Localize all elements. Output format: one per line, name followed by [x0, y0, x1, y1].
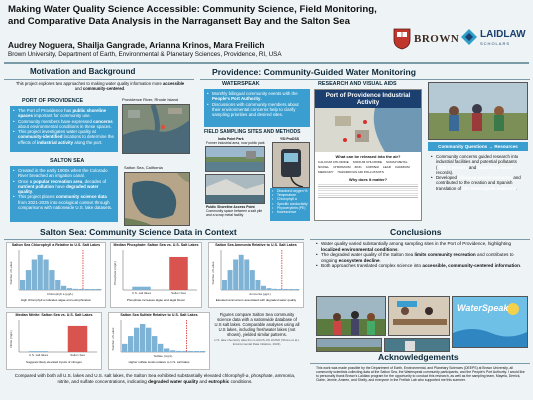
shoreline-access-photo — [205, 174, 265, 204]
chemical-label: ZINC — [354, 165, 362, 169]
conclusion-3: • Both approaches translated complex science into accessible, community-centered information. — [316, 263, 528, 269]
conclusions-list — [316, 241, 528, 269]
chart-histogram-bar — [79, 289, 84, 290]
motivation-rule — [4, 79, 194, 80]
motivation-heading: Motivation and Background — [30, 67, 136, 76]
chart-panel — [6, 242, 106, 308]
port-bullets — [10, 106, 118, 152]
chart-histogram-bar — [188, 351, 193, 352]
ysi-param: • Temperature — [272, 193, 308, 197]
chart-histogram-bar — [55, 280, 60, 290]
chemical-label: NICKEL — [318, 165, 330, 169]
site1-caption: Former industrial area, now public park — [206, 141, 265, 145]
chart-histogram-bar — [261, 286, 266, 290]
ysi-param: • Chlorophyll a — [272, 197, 308, 201]
chart-histogram-bar — [233, 260, 238, 290]
chart-histogram-bar — [32, 260, 37, 290]
laidlaw-logo — [460, 26, 530, 52]
chart-histogram-bar — [61, 286, 66, 290]
site2-caption: Community space between a salt pile and a scrap metal facility — [206, 209, 263, 217]
conclusions-heading: Conclusions — [390, 227, 442, 237]
chart-histogram-bar — [122, 344, 127, 352]
chart-histogram-bar — [26, 270, 31, 290]
salton-data-heading: Salton Sea: Community Science Data in Context — [40, 227, 237, 237]
chart-panel — [6, 312, 102, 370]
chart-bar — [68, 326, 88, 352]
chart-histogram-bar — [96, 289, 101, 290]
chart-bar — [132, 287, 151, 290]
port-heading: PORT OF PROVIDENCE — [22, 98, 84, 104]
port-bullet-1: • The Port of Providence has public shoreline spaces important for community use. — [13, 108, 115, 119]
chart-ylabel: Number of Lakes — [111, 327, 115, 351]
salton-bullets — [10, 166, 118, 222]
providence-river-map — [122, 104, 190, 154]
chart-panel — [108, 312, 210, 370]
salton-heading-sub: SALTON SEA — [50, 158, 85, 164]
chart-caption: Higher sulfate levels relative to U.S. salt lakes — [128, 360, 190, 364]
chart-title: Salton Sea Chlorophyll a Relative to U.S. Salt Lakes — [11, 243, 101, 247]
chart-title: Salton Sea Ammonia Relative to U.S. Salt Lakes — [215, 243, 297, 247]
chart-histogram-bar — [294, 289, 299, 290]
laidlaw-wordmark: LAIDLAW — [480, 29, 526, 40]
research-why-text — [318, 184, 418, 198]
salton-sea-map — [124, 172, 190, 226]
salton-caption: Salton Sea, California — [124, 165, 163, 170]
chart-histogram-bar — [90, 289, 95, 290]
research-why: Why does it matter? — [348, 177, 388, 182]
chart-category-label: Salton Sea — [70, 353, 85, 357]
chart-histogram-bar — [158, 344, 163, 352]
water-sampling-photo — [384, 338, 450, 352]
chart-bar — [169, 257, 188, 290]
chart-ylabel: Number of Lakes — [9, 261, 13, 285]
chart-histogram-bar — [20, 280, 25, 290]
chart-histogram-bar — [250, 270, 255, 290]
chart-xlabel: Ammonia (μg/L) — [249, 292, 271, 296]
research-infographic — [314, 89, 422, 221]
chart-histogram-bar — [283, 289, 288, 290]
chart-histogram-bar — [239, 255, 244, 290]
chemical-label: COPPER — [365, 165, 379, 169]
ysi-param: • Phycoerythrin (PE) — [272, 206, 308, 210]
chart-ylabel: Phosphate (mg/L) — [113, 261, 117, 285]
event-table-photo — [388, 296, 450, 336]
chart-xlabel: Chlorophyll a (μg/L) — [46, 292, 74, 296]
chart-caption: Suggests likely elevated inputs of nitrogen — [25, 360, 83, 364]
chart-histogram-bar — [176, 351, 181, 352]
waterspeak-bullet-1: • Monthly bilingual community events with the People's Port Authority. — [207, 91, 307, 102]
salton-bullet-3: • This project places community science data from 2021-2025 into ecological context through comparisons with nationwide U.S. lake datasets. — [13, 194, 115, 210]
sampling-team-photo — [316, 296, 386, 336]
salton-note-citation: U.S. lake chemistry data from LAGOS-US LIMNO (Shuvo et al.). Environmental Data Initiative, 2024). — [214, 338, 300, 346]
providence-heading: Providence: Community-Guided Water Monitoring — [212, 67, 417, 77]
salton-data-rule — [4, 239, 304, 240]
salton-note: Figures compare Salton Sea community science data with a nationwide database of U.S salt lakes. Comparable analyses using all U.S lakes, including freshwater lakes (not shown), yielded similar patterns. U.S. lake chemistry data from LAGOS-US LIMNO (Shuvo et al.). Environmental Data Initiative, 2024). — [214, 312, 300, 346]
field-heading: FIELD SAMPLING SITES AND METHODS — [204, 129, 301, 135]
poster-title: Making Water Quality Science Accessible: Community Science, Field Monitoring, and Comparative Data Analysis in the Narragansett Bay and the Salton Sea — [8, 4, 377, 27]
chart-plot — [113, 248, 201, 298]
chart-histogram-bar — [152, 336, 157, 352]
salton-bullet-2: • Once a popular recreation area, decades of nutrient pollution have degraded water quality. — [13, 179, 115, 195]
research-question: What can be released into the air? — [335, 154, 401, 159]
site1-name: India Point Park — [218, 137, 244, 141]
affiliation: Brown University, Department of Earth, Environmental & Planetary Sciences, Providence, RI, USA — [8, 51, 282, 58]
chart-histogram-bar — [244, 260, 249, 290]
chart-histogram-bar — [43, 260, 48, 290]
laidlaw-subtitle: SCHOLARS — [480, 41, 511, 46]
chart-caption: Phosphate increases algae and algal bloom — [126, 298, 186, 302]
chart-ylabel: Number of Lakes — [211, 261, 215, 285]
chart-xlabel: Sulfate (mg/L) — [153, 354, 173, 358]
ack-rule — [310, 363, 530, 364]
chart-histogram-bar — [67, 288, 72, 290]
brown-wordmark: BROWN — [414, 33, 460, 45]
conclusions-rule — [310, 239, 530, 240]
chart-ylabel: Nitrite (mg/L) — [9, 330, 13, 348]
chart-title: Salton Sea Sulfate Relative to U.S. Salt Lakes — [120, 313, 198, 317]
chart-histogram-bar — [73, 289, 78, 290]
chemical-label: SCRAP METAL — [386, 160, 408, 164]
community-bullet-1: • Community concerns guided research into industrial facilities and potential pollutants (Title V permits and hazardous waste records). — [431, 154, 525, 175]
chart-histogram-bar — [128, 336, 133, 352]
chart-plot — [9, 318, 101, 360]
chart-title: Median Phosphate: Salton Sea vs. U.S. Salt Lakes — [113, 243, 199, 247]
chemical-label: HAZARDOUS AIR POLLUTANTS — [337, 170, 384, 174]
chart-histogram-bar — [194, 351, 199, 352]
chart-category-label: Salton Sea — [171, 291, 186, 295]
chart-histogram-bar — [84, 289, 89, 290]
community-resources-heading: Community Questions → Resources — [428, 142, 528, 151]
research-chemicals — [315, 159, 421, 175]
salton-bullet-1: • Created in the early 1900s when the Colorado River breached an irrigation canal. — [13, 168, 115, 179]
ysi-parameters — [270, 188, 310, 221]
brown-shield-icon — [392, 28, 412, 50]
chemical-label: SODIUM CHLORIDE — [352, 160, 383, 164]
ysi-param: • Specific conductivity — [272, 202, 308, 206]
waterspeak-bullet-2: • Discussions with community members about their environmental concerns help to clarify sampling priorities and desired sites. — [207, 102, 307, 118]
chart-caption: High chlorophyll a indicates algae and eutrophication — [20, 298, 92, 302]
port-bullet-3: • This project investigates water quality at community-identified locations to determine the effects of industrial activity along the port. — [13, 129, 115, 145]
port-bullet-2: • Community members have expressed concerns about environmental conditions in these spaces. — [13, 119, 115, 130]
chart-plot — [9, 248, 105, 298]
chemical-label: CALCIUM CHLORIDE — [318, 160, 349, 164]
chart-plot — [211, 248, 303, 298]
chart-category-label: U.S. salt lakes — [131, 291, 152, 295]
conclusion-2: • The degraded water quality of the Salton Sea limits community recreation and contributes to ongoing ecosystem decline. — [316, 252, 528, 263]
chart-category-label: U.S. salt lakes — [28, 353, 49, 357]
chemical-label: CADMIUM — [394, 165, 410, 169]
research-title: Port of Providence Industrial Activity — [315, 90, 421, 108]
brown-logo — [392, 28, 460, 50]
chart-plot — [111, 318, 209, 360]
chart-histogram-bar — [49, 270, 54, 290]
ysi-param: • Dissolved oxygen % — [272, 189, 308, 193]
waterspeak-banner: WaterSpeak — [457, 303, 509, 313]
chart-panel — [208, 242, 304, 308]
chart-panel — [110, 242, 202, 308]
chart-title: Median Nitrite: Salton Sea vs. U.S. Salt Lakes — [15, 313, 93, 317]
laidlaw-mark-icon — [460, 28, 478, 46]
chart-bar — [29, 351, 49, 352]
chart-histogram-bar — [164, 348, 169, 352]
motivation-intro: This project explores two approaches to making water quality information more accessible and community-centered. — [15, 81, 185, 91]
chemical-label: CHROMIUM — [333, 165, 351, 169]
salton-summary: Compared with both all U.S. lakes and U.S. salt lakes, the Salton Sea exhibited substantially elevated chlorophyll-a, phosphate, ammonia, nitrite, and sulfate concentrations, indicating degraded water quality and eutrophic conditions. — [14, 373, 296, 384]
chart-histogram-bar — [255, 280, 260, 290]
chemical-label: MERCURY — [318, 170, 334, 174]
waterspeak-bullets — [204, 89, 310, 127]
research-heading: RESEARCH AND VISUAL AIDS — [318, 81, 397, 87]
ysi-label: YSI ProDSS — [280, 137, 300, 141]
chart-histogram-bar — [200, 351, 205, 352]
waterspeak-event-photo — [428, 82, 528, 140]
ack-text: This work was made possible by the Department of Earth, Environmental, and Planetary Sciences (DEEPS) at Brown University, all community scientists collecting data at the Salton Sea, the Waterspeak community participants, and the People's Port Authority. I would like to personally thank Brown's Laidlaw program for the opportunity to conduct this research, as well as the sampling team, Mayela, Derrick, Claire, Jennie, Ameen, and Shelly, and everyone in the Freilich Lab who supported me this summer. — [316, 366, 525, 383]
india-point-park-photo — [205, 146, 265, 172]
research-map — [315, 108, 422, 152]
chart-histogram-bar — [134, 328, 139, 352]
ysi-param: • fluorescence — [272, 210, 308, 214]
chart-histogram-bar — [228, 270, 233, 290]
header-rule — [4, 62, 529, 64]
chart-histogram-bar — [222, 280, 227, 290]
conclusion-1: • Water quality varied substantially among sampling sites in the Port of Providence, highlighting localized environmental conditions. — [316, 241, 528, 252]
waterspeak-heading: WATERSPEAK — [222, 81, 260, 87]
chart-histogram-bar — [38, 255, 43, 290]
community-bullet-2: • Developed bilingual visual resources and contributed to the creation and Spanish translation of 25+ Waterspeak materials. — [431, 175, 525, 191]
providence-rule — [200, 79, 530, 80]
site2-name: Public Shoreline Access Point — [206, 205, 255, 209]
ysi-device-photo — [272, 142, 310, 188]
chemical-label: LEAD — [382, 165, 391, 169]
chart-histogram-bar — [278, 289, 283, 290]
waterspeak-flyer — [452, 296, 528, 348]
chart-caption: Elevated ammonia is associated with degraded water quality — [215, 298, 297, 302]
chart-histogram-bar — [289, 289, 294, 290]
chart-histogram-bar — [146, 328, 151, 352]
chart-histogram-bar — [272, 289, 277, 290]
ack-heading: Acknowledgements — [378, 352, 459, 362]
chart-histogram-bar — [140, 324, 145, 352]
community-bullets — [428, 152, 528, 220]
chart-histogram-bar — [170, 350, 175, 352]
shoreline-photo — [316, 338, 382, 352]
providence-caption: Providence River, Rhode Island — [122, 97, 179, 102]
authors: Audrey Noguera, Shailja Gangrade, Arianna Krinos, Mara Freilich — [8, 40, 265, 50]
chart-histogram-bar — [267, 288, 272, 290]
